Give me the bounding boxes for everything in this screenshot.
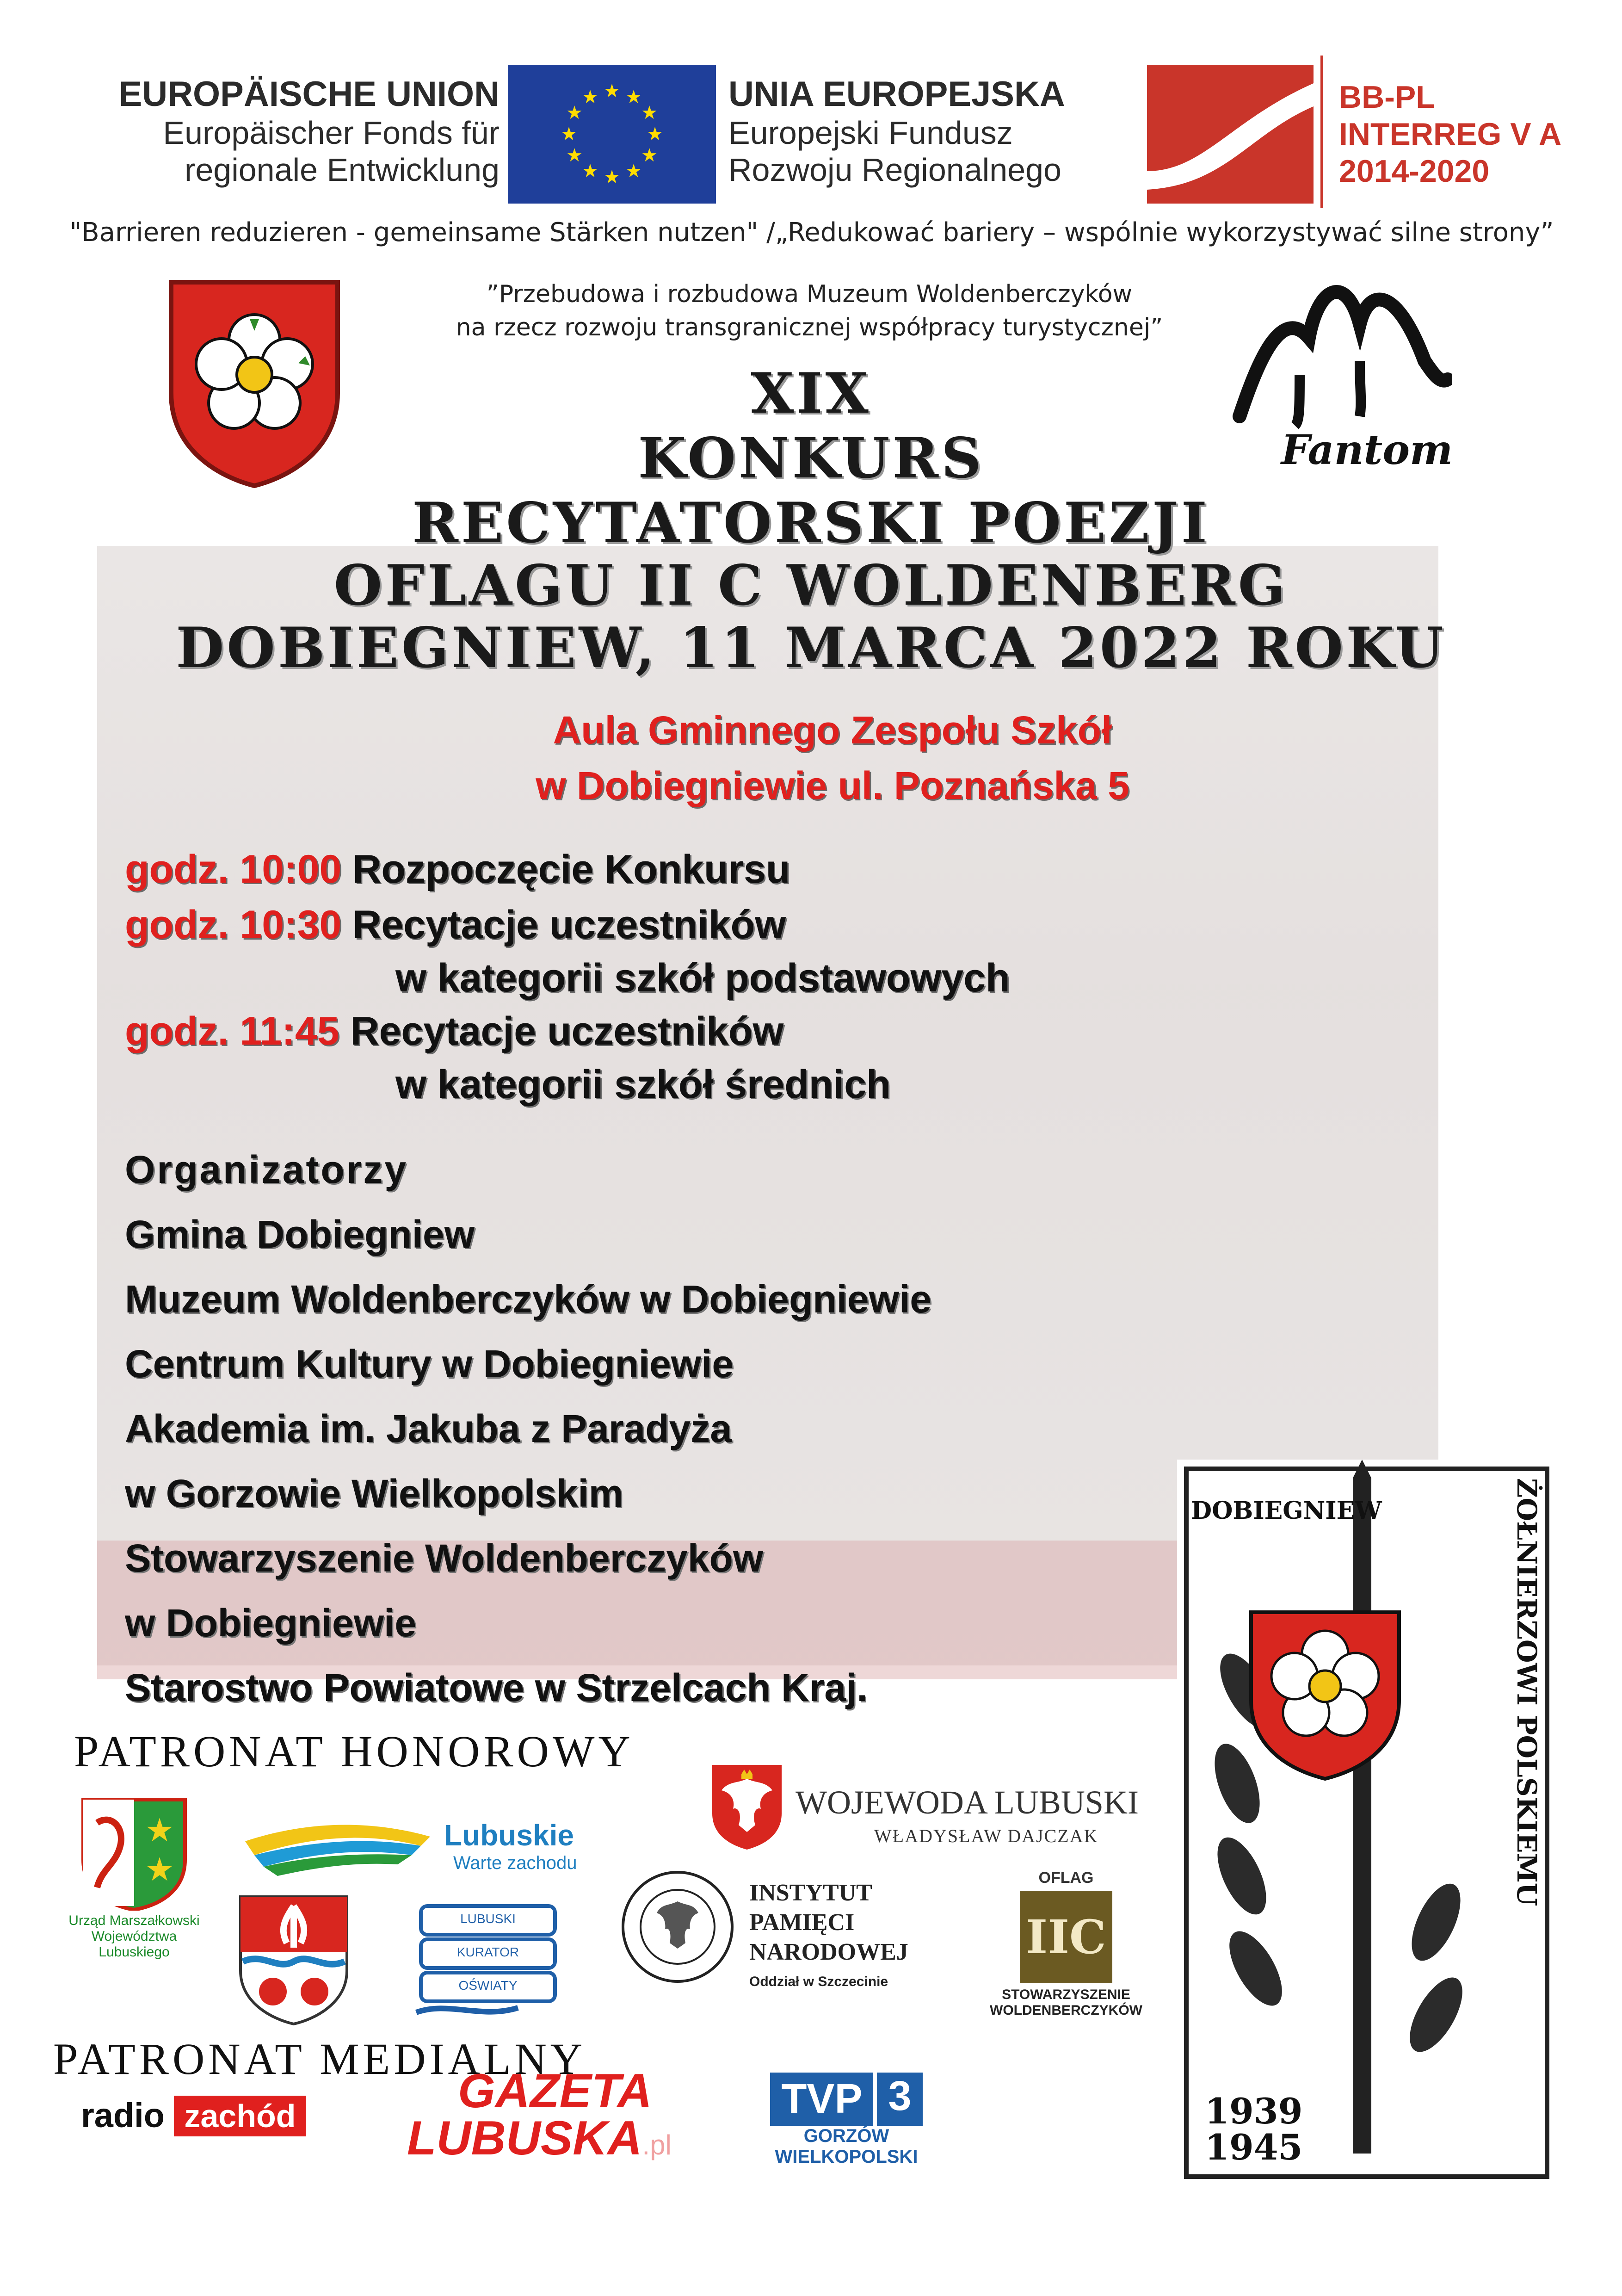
organizer-item: w Gorzowie Wielkopolskim	[125, 1472, 623, 1515]
venue-line2: w Dobiegniewie ul. Poznańska 5	[536, 764, 1129, 807]
strzelce-coat-of-arms-icon	[236, 1892, 352, 2026]
svg-text:★: ★	[566, 145, 583, 166]
zachod-text: zachód	[174, 2096, 306, 2136]
svg-text:★: ★	[625, 161, 642, 182]
kurator-line2: KURATOR	[456, 1945, 519, 1959]
oflag-line1: STOWARZYSZENIE	[1002, 1987, 1130, 2002]
organizer-item: Starostwo Powiatowe w Strzelcach Kraj.	[125, 1666, 868, 1709]
svg-text:★: ★	[604, 80, 620, 102]
patronat-medialny-heading: PATRONAT MEDIALNY	[53, 2034, 586, 2084]
svg-text:★: ★	[582, 87, 598, 108]
schedule-continuation: w kategorii szkół średnich	[395, 1062, 891, 1107]
eu-pl-title: UNIA EUROPEJSKA	[728, 74, 1065, 114]
patronat-honorowy-heading: PATRONAT HONOROWY	[74, 1727, 634, 1776]
svg-text:★: ★	[566, 102, 583, 124]
interreg-logo-icon	[1147, 65, 1314, 204]
organizer-item: Centrum Kultury w Dobiegniewie	[125, 1342, 734, 1386]
oflag-line2: WOLDENBERCZYKÓW	[990, 2003, 1142, 2018]
stamp-years	[1205, 2093, 1303, 2166]
tvp-number: 3	[877, 2073, 922, 2126]
title-line4: OFLAGU II C WOLDENBERG	[333, 553, 1289, 618]
interreg-line1: BB-PL	[1339, 80, 1435, 115]
schedule-time: godz. 10:30	[125, 903, 342, 947]
project-line2: na rzecz rozwoju transgranicznej współpracy turystycznej”	[456, 314, 1163, 341]
schedule-time: godz. 11:45	[125, 1009, 339, 1053]
svg-text:★: ★	[145, 1811, 174, 1849]
schedule-item-3	[125, 1009, 783, 1054]
tvp-badge	[749, 2073, 944, 2126]
oflag-association-logo	[967, 1869, 1166, 2063]
stamp-right-text: ŻOŁNIERZOWI POLSKIEMU	[1511, 1478, 1542, 1906]
stamp-year-1: 1939	[1205, 2091, 1303, 2132]
woldenberg-memorial-stamp	[1177, 1460, 1556, 2186]
fantom-logo-text: Fantom	[1281, 426, 1453, 474]
ipn-line3: NARODOWEJ	[749, 1939, 908, 1965]
organizers-heading: Organizatorzy	[125, 1148, 408, 1191]
eu-de-line2: regionale Entwicklung	[185, 152, 500, 188]
ipn-text-block	[749, 1878, 908, 1997]
eu-pl-line1: Europejski Fundusz	[728, 115, 1013, 151]
svg-text:★: ★	[625, 87, 642, 108]
tvp-city-1: GORZÓW	[803, 2126, 889, 2146]
oflag-top: OFLAG	[1038, 1869, 1094, 1887]
title-line5: DOBIEGNIEW, 11 MARCA 2022 ROKU	[176, 615, 1446, 681]
eu-flag-icon	[508, 65, 716, 204]
wojewoda-person: WŁADYSŁAW DAJCZAK	[874, 1826, 1098, 1846]
svg-text:★: ★	[641, 145, 658, 166]
gazeta-lubuska-logo	[407, 2064, 740, 2170]
stamp-left-text: DOBIEGNIEW	[1191, 1497, 1382, 1525]
urzad-caption-1: Urząd Marszałkowski	[68, 1913, 200, 1928]
tvp3-logo	[749, 2073, 944, 2174]
eu-pl-line2: Rozwoju Regionalnego	[728, 152, 1061, 188]
lubuskie-brand-logo	[245, 1804, 606, 1897]
gazeta-domain: .pl	[642, 2129, 672, 2160]
schedule-item-1	[125, 847, 790, 892]
schedule-text: Recytacje uczestników	[350, 1009, 784, 1053]
organizer-item: Stowarzyszenie Woldenberczyków	[125, 1536, 764, 1580]
svg-text:★: ★	[604, 167, 620, 188]
title-line3: RECYTATORSKI POEZJI	[412, 490, 1210, 556]
title-line2: KONKURS	[638, 426, 984, 491]
memorial-stamp-icon	[1177, 1460, 1556, 2186]
project-title	[324, 278, 1295, 344]
urzad-caption-2: Województwa Lubuskiego	[91, 1929, 177, 1960]
eu-polish-block	[728, 74, 1145, 188]
wojewoda-name: WOJEWODA LUBUSKI	[796, 1784, 1139, 1821]
organizer-item: Akademia im. Jakuba z Paradyża	[125, 1407, 732, 1450]
interreg-line2: INTERREG V A	[1339, 117, 1562, 152]
venue-line1: Aula Gminnego Zespołu Szkół	[553, 708, 1112, 752]
eu-de-line1: Europäischer Fonds für	[163, 115, 500, 151]
motto-text: "Barrieren reduzieren - gemeinsame Stärken nutzen" /„Redukować bariery – wspólnie wykorzystywać silne strony”	[69, 217, 1554, 248]
ipn-line1: INSTYTUT	[749, 1880, 872, 1906]
radio-text: radio	[81, 2096, 165, 2135]
schedule-continuation: w kategorii szkół podstawowych	[395, 956, 1010, 1000]
kurator-oswiaty-logo	[412, 1901, 564, 2022]
svg-text:★: ★	[561, 124, 577, 145]
radio-zachod-logo	[81, 2096, 391, 2147]
kurator-line3: OŚWIATY	[458, 1978, 518, 1993]
title-line1: XIX	[751, 361, 871, 426]
interreg-text-block	[1339, 79, 1561, 190]
schedule-time: godz. 10:00	[125, 847, 342, 891]
eu-de-title: EUROPÄISCHE UNION	[118, 74, 500, 114]
ipn-branch: Oddział w Szczecinie	[749, 1974, 888, 1989]
lubuskie-coat-of-arms-icon	[79, 1795, 190, 1911]
lubuskie-name: Lubuskie	[444, 1819, 574, 1852]
schedule-text: Recytacje uczestników	[352, 903, 786, 947]
lubuskie-tagline: Warte zachodu	[453, 1853, 577, 1873]
polish-eagle-icon	[710, 1763, 784, 1850]
schedule-item-2	[125, 902, 786, 948]
tvp-text: TVP	[770, 2073, 873, 2126]
ipn-line2: PAMIĘCI	[749, 1909, 855, 1936]
svg-text:★: ★	[582, 161, 598, 182]
schedule-text: Rozpoczęcie Konkursu	[352, 847, 790, 891]
organizer-item: Muzeum Woldenberczyków w Dobiegniewie	[125, 1277, 932, 1321]
svg-text:★: ★	[647, 124, 663, 145]
interreg-line3: 2014-2020	[1339, 154, 1490, 189]
organizer-item: Gmina Dobiegniew	[125, 1213, 475, 1256]
divider	[1320, 56, 1323, 208]
organizer-item: w Dobiegniewie	[125, 1601, 417, 1645]
lubuskie-wave-icon	[245, 1804, 430, 1878]
oflag-mark: IIC	[1020, 1891, 1112, 1983]
urzad-marszalkowski-logo	[65, 1795, 204, 1960]
gazeta-text: GAZETA	[458, 2064, 652, 2118]
eu-german-block	[93, 74, 500, 188]
svg-text:★: ★	[641, 102, 658, 124]
svg-text:★: ★	[145, 1850, 174, 1888]
lubuska-text: LUBUSKA	[407, 2111, 642, 2165]
kurator-line1: LUBUSKI	[460, 1912, 516, 1926]
stamp-year-2: 1945	[1205, 2127, 1303, 2168]
tvp-city-2: WIELKOPOLSKI	[775, 2147, 918, 2167]
ipn-seal-icon	[620, 1869, 735, 1985]
project-line1: ”Przebudowa i rozbudowa Muzeum Woldenberczyków	[486, 280, 1133, 308]
